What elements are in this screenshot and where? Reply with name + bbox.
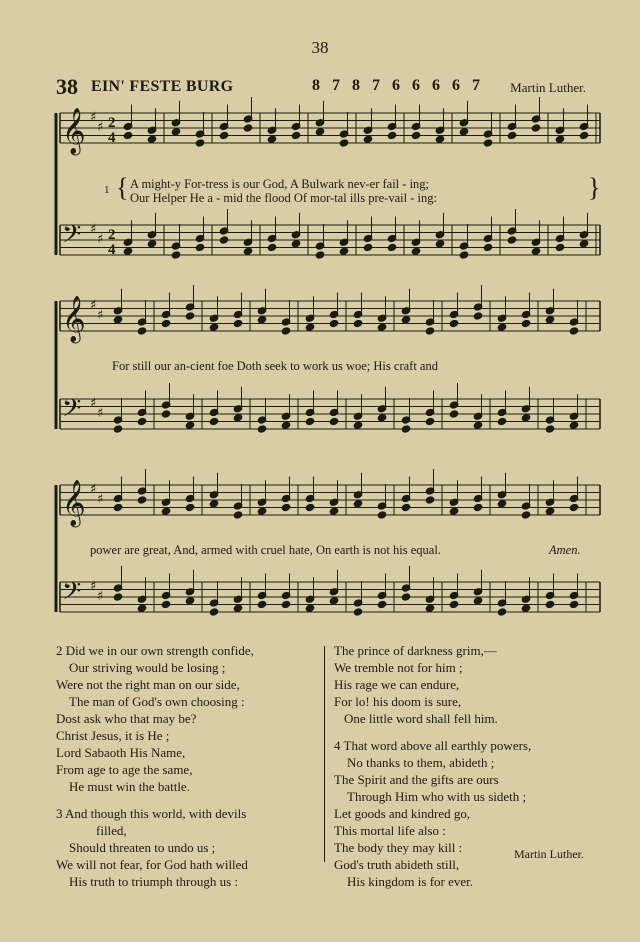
note-head	[291, 240, 301, 248]
note-head	[545, 600, 555, 608]
notes	[113, 97, 596, 616]
time-signature-top: 2	[108, 227, 116, 243]
note-head	[555, 243, 565, 251]
verse-line: The prince of darkness grim,—	[334, 643, 497, 658]
note-head	[329, 597, 339, 605]
column-divider	[324, 646, 325, 862]
note-head	[473, 597, 483, 605]
verse-line: No thanks to them, abideth ;	[347, 755, 495, 770]
verse-line: 3 And though this world, with devils	[56, 806, 247, 821]
note-head	[171, 128, 181, 136]
note-head	[521, 319, 531, 327]
note-head	[497, 323, 507, 331]
note-head	[281, 327, 291, 335]
note-head	[363, 135, 373, 143]
note-head	[185, 597, 195, 605]
verse-line: For lo! his doom is sure,	[334, 694, 462, 709]
note-head	[281, 600, 291, 608]
note-head	[209, 608, 219, 616]
note-head	[401, 593, 411, 601]
note-head	[521, 511, 531, 519]
verse-line: One little word shall fell him.	[344, 711, 498, 726]
note-head	[401, 503, 411, 511]
note-head	[473, 421, 483, 429]
note-head	[315, 128, 325, 136]
note-head	[113, 425, 123, 433]
note-head	[305, 503, 315, 511]
hymn-composer: Martin Luther.	[510, 80, 586, 95]
note-head	[233, 604, 243, 612]
note-head	[401, 425, 411, 433]
note-head	[257, 425, 267, 433]
note-head	[305, 604, 315, 612]
note-head	[449, 507, 459, 515]
note-head	[377, 600, 387, 608]
treble-clef: 𝄞	[62, 480, 86, 526]
note-head	[243, 247, 253, 255]
note-head	[257, 507, 267, 515]
lyric-line: For still our an-cient foe Doth seek to work us woe; His craft and	[112, 359, 438, 373]
note-head	[579, 131, 589, 139]
verse-line: His truth to triumph through us :	[69, 874, 238, 889]
note-head	[401, 316, 411, 324]
verse-line: Our striving would be losing ;	[69, 660, 226, 675]
verse-line: We tremble not for him ;	[334, 660, 463, 675]
verse-line: The Spirit and the gifts are ours	[334, 772, 499, 787]
page-number: 38	[311, 38, 329, 57]
note-head	[161, 507, 171, 515]
verse-line: His rage we can endure,	[334, 677, 460, 692]
note-head	[377, 414, 387, 422]
note-head	[185, 421, 195, 429]
note-head	[281, 421, 291, 429]
sharp-sign: ♯	[97, 308, 104, 323]
time-signature-bottom: 4	[108, 242, 116, 258]
note-head	[209, 323, 219, 331]
note-head	[339, 139, 349, 147]
verse-line: Let goods and kindred go,	[334, 806, 471, 821]
note-head	[497, 608, 507, 616]
note-head	[425, 327, 435, 335]
verse-line: This mortal life also :	[334, 823, 446, 838]
note-head	[329, 319, 339, 327]
note-head	[185, 503, 195, 511]
note-head	[291, 131, 301, 139]
amen-label: Amen.	[549, 543, 581, 557]
note-head	[483, 139, 493, 147]
note-head	[497, 500, 507, 508]
sharp-sign: ♯	[90, 298, 97, 313]
verses	[0, 642, 640, 889]
note-head	[219, 131, 229, 139]
sharp-sign: ♯	[90, 396, 97, 411]
time-signature-top: 2	[108, 115, 116, 131]
note-head	[233, 414, 243, 422]
note-head	[545, 316, 555, 324]
note-head	[137, 417, 147, 425]
note-head	[315, 251, 325, 259]
note-head	[377, 511, 387, 519]
note-head	[161, 319, 171, 327]
note-head	[339, 247, 349, 255]
note-head	[195, 243, 205, 251]
note-head	[353, 608, 363, 616]
note-head	[579, 240, 589, 248]
verse-index: 1	[104, 184, 110, 196]
note-head	[195, 139, 205, 147]
note-head	[435, 240, 445, 248]
lyric-line: Our Helper He a - mid the flood Of mor-tal ills pre-vail - ing:	[130, 191, 437, 205]
hymn-title: EIN' FESTE BURG	[91, 78, 234, 95]
note-head	[569, 421, 579, 429]
note-head	[137, 604, 147, 612]
verse-line: We will not fear, for God hath willed	[56, 857, 248, 872]
note-head	[473, 312, 483, 320]
note-head	[147, 240, 157, 248]
lyric-brace-right: }	[588, 173, 601, 202]
note-head	[137, 327, 147, 335]
bass-clef: 𝄢	[62, 577, 82, 612]
sharp-sign: ♯	[97, 406, 104, 421]
bass-clef: 𝄢	[62, 220, 82, 255]
note-head	[449, 600, 459, 608]
lyric-brace-left: {	[116, 173, 129, 202]
verse-line: Lord Sabaoth His Name,	[56, 745, 186, 760]
note-head	[147, 135, 157, 143]
sharp-sign: ♯	[97, 120, 104, 135]
note-head	[185, 312, 195, 320]
verse-line: Through Him who with us sideth ;	[347, 789, 527, 804]
note-head	[459, 128, 469, 136]
note-head	[449, 410, 459, 418]
note-head	[377, 323, 387, 331]
note-head	[569, 503, 579, 511]
verse-line: Should threaten to undo us ;	[69, 840, 216, 855]
verse-line: His kingdom is for ever.	[347, 874, 474, 889]
note-head	[219, 236, 229, 244]
note-head	[123, 131, 133, 139]
stanza-3-continued	[334, 642, 596, 727]
note-head	[425, 604, 435, 612]
note-head	[569, 327, 579, 335]
treble-clef: 𝄞	[62, 108, 86, 154]
sharp-sign: ♯	[90, 110, 97, 125]
note-head	[243, 124, 253, 132]
stanza-2	[56, 642, 320, 795]
sharp-sign: ♯	[97, 232, 104, 247]
sharp-sign: ♯	[97, 492, 104, 507]
verse-line: The body they may kill :	[334, 840, 463, 855]
note-head	[425, 417, 435, 425]
verse-line: Christ Jesus, it is He ;	[56, 728, 170, 743]
lyric-line: power are great, And, armed with cruel hate, On earth is not his equal.	[90, 543, 441, 557]
note-head	[113, 316, 123, 324]
note-head	[521, 604, 531, 612]
note-head	[267, 243, 277, 251]
verse-line: 4 That word above all earthly powers,	[334, 738, 532, 753]
note-head	[209, 500, 219, 508]
verse-line: Dost ask who that may be?	[56, 711, 197, 726]
verse-line: God's truth abideth still,	[334, 857, 460, 872]
note-head	[497, 417, 507, 425]
sharp-sign: ♯	[90, 222, 97, 237]
note-head	[209, 417, 219, 425]
note-head	[329, 417, 339, 425]
sharp-sign: ♯	[97, 589, 104, 604]
note-head	[113, 503, 123, 511]
treble-clef: 𝄞	[62, 296, 86, 342]
note-head	[507, 131, 517, 139]
stanza-3	[56, 805, 320, 890]
lyric-line: A might-y For-tress is our God, A Bulwark nev-er fail - ing;	[130, 177, 430, 191]
note-head	[425, 496, 435, 504]
stanza-4	[334, 737, 596, 890]
note-head	[521, 414, 531, 422]
note-head	[305, 417, 315, 425]
sharp-sign: ♯	[90, 579, 97, 594]
note-head	[329, 507, 339, 515]
note-head	[507, 236, 517, 244]
note-head	[473, 503, 483, 511]
note-head	[449, 319, 459, 327]
verse-line: The man of God's own choosing :	[69, 694, 245, 709]
note-head	[137, 496, 147, 504]
note-head	[281, 503, 291, 511]
note-head	[531, 247, 541, 255]
hymn-meter: 8 7 8 7 6 6 6 6 7	[312, 77, 484, 94]
time-signature-bottom: 4	[108, 130, 116, 146]
bass-clef: 𝄢	[62, 394, 82, 429]
note-head	[257, 316, 267, 324]
note-head	[569, 600, 579, 608]
sharp-sign: ♯	[90, 482, 97, 497]
note-head	[435, 135, 445, 143]
verse-line: He must win the battle.	[69, 779, 190, 794]
note-head	[161, 600, 171, 608]
note-head	[545, 507, 555, 515]
note-head	[305, 323, 315, 331]
note-head	[267, 135, 277, 143]
note-head	[353, 421, 363, 429]
note-head	[257, 600, 267, 608]
note-head	[459, 251, 469, 259]
note-head	[483, 243, 493, 251]
note-head	[353, 500, 363, 508]
note-head	[123, 247, 133, 255]
note-head	[555, 135, 565, 143]
note-head	[387, 243, 397, 251]
note-head	[411, 131, 421, 139]
verse-column-left	[56, 642, 320, 900]
verse-line: From age to age the same,	[56, 762, 193, 777]
verse-line: 2 Did we in our own strength confide,	[56, 643, 254, 658]
note-head	[363, 243, 373, 251]
verse-line: filled,	[96, 823, 127, 838]
note-head	[387, 131, 397, 139]
note-head	[161, 410, 171, 418]
note-head	[531, 124, 541, 132]
verse-line: Were not the right man on our side,	[56, 677, 240, 692]
hymn-number: 38	[56, 74, 78, 99]
note-head	[545, 425, 555, 433]
note-head	[233, 511, 243, 519]
note-head	[233, 319, 243, 327]
note-head	[171, 251, 181, 259]
closing-attribution: Martin Luther.	[514, 847, 584, 861]
note-head	[113, 593, 123, 601]
note-head	[353, 319, 363, 327]
note-head	[411, 247, 421, 255]
